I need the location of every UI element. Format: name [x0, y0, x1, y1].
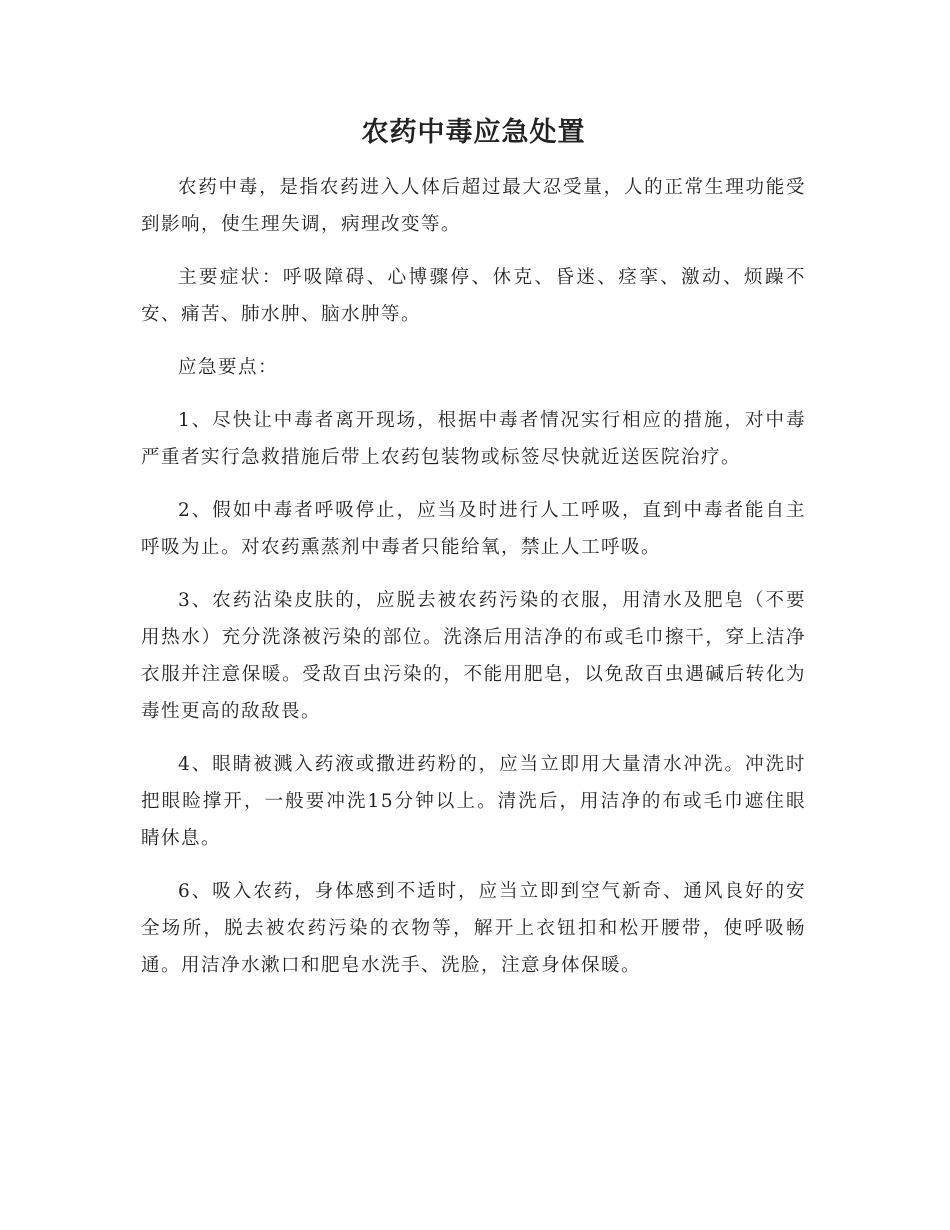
paragraph-point-6: 6、吸入农药，身体感到不适时，应当立即到空气新奇、通风良好的安全场所，脱去被农药污染的衣物等，解开上衣钮扣和松开腰带，使呼吸畅通。用洁净水漱口和肥皂水洗手、洗脸，注意身体保暖。 — [141, 881, 806, 976]
paragraph-symptoms: 主要症状：呼吸障碍、心博骤停、休克、昏迷、痉挛、激动、烦躁不安、痛苦、肺水肿、脑水肿等。 — [141, 267, 806, 325]
paragraph-point-3: 3、农药沾染皮肤的，应脱去被农药污染的衣服，用清水及肥皂（不要用热水）充分洗涤被污染的部位。洗涤后用洁净的布或毛巾擦干，穿上洁净衣服并注意保暖。受敌百虫污染的，不能用肥皂，以免敌百虫遇碱后转化为毒性更高的敌敌畏。 — [141, 590, 806, 722]
paragraph-point-2: 2、假如中毒者呼吸停止，应当及时进行人工呼吸，直到中毒者能自主呼吸为止。对农药熏蒸剂中毒者只能给氧，禁止人工呼吸。 — [141, 500, 806, 558]
document-page — [141, 113, 806, 1000]
page-title: 农药中毒应急处置 — [361, 117, 586, 148]
paragraph-definition: 农药中毒，是指农药进入人体后超过最大忍受量，人的正常生理功能受到影响，使生理失调，病理改变等。 — [141, 177, 806, 235]
paragraph-point-1: 1、尽快让中毒者离开现场，根据中毒者情况实行相应的措施，对中毒严重者实行急救措施后带上农药包装物或标签尽快就近送医院治疗。 — [141, 410, 806, 468]
paragraph-key-points-heading: 应急要点： — [178, 357, 279, 378]
paragraph-point-4: 4、眼睛被溅入药液或撒进药粉的，应当立即用大量清水冲洗。冲洗时把眼睑撑开，一般要冲洗15分钟以上。清洗后，用洁净的布或毛巾遮住眼睛休息。 — [141, 754, 806, 849]
